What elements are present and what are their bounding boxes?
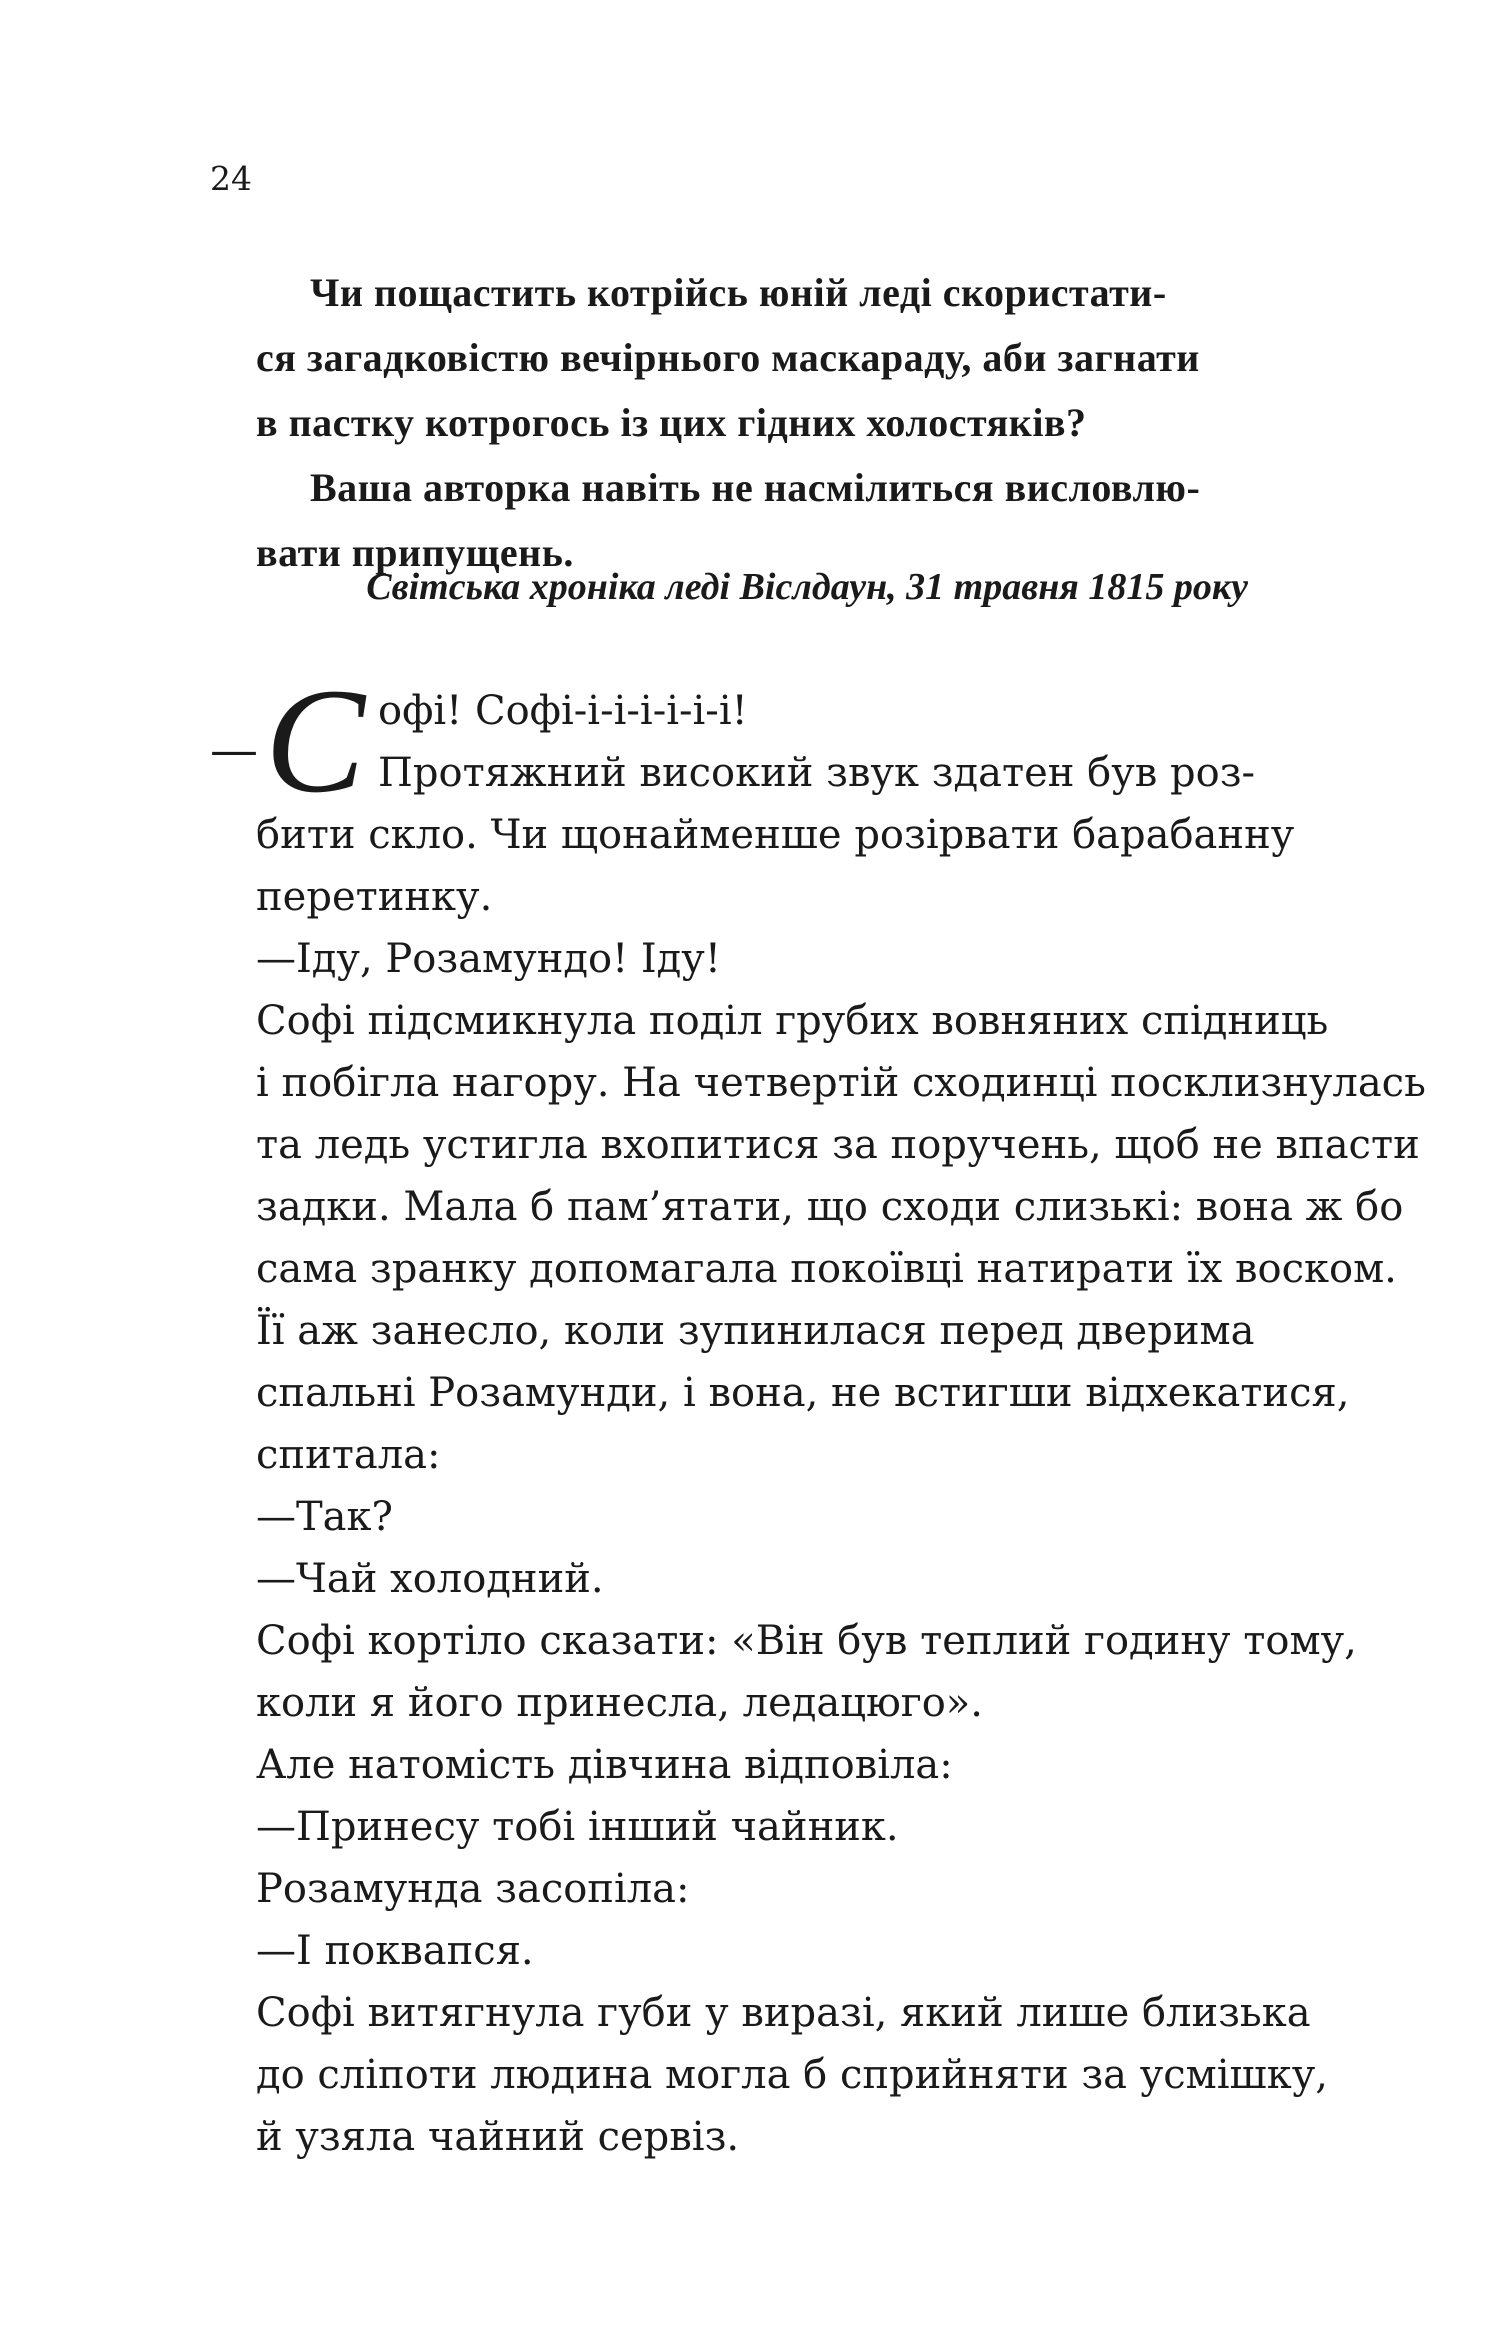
body-line: перетинку. <box>256 874 493 920</box>
body-line: Протяжний високий звук здатен був роз- <box>378 750 1256 796</box>
body-line: Софі витягнула губи у виразі, який лише близька <box>256 1990 1311 2036</box>
body-line: Розамунда засопіла: <box>256 1866 690 1912</box>
body-line: до сліпоти людина могла б сприйняти за усмішку, <box>256 2052 1328 2098</box>
body-line: Але натомість дівчина відповіла: <box>256 1742 953 1788</box>
body-line: —І поквапся. <box>256 1928 534 1974</box>
dropcap-letter: С <box>265 658 366 824</box>
body-line: коли я його принесла, ледацюго». <box>256 1680 983 1726</box>
body-line: —Так? <box>256 1494 393 1540</box>
page-number: 24 <box>210 159 252 198</box>
body-line: сама зранку допомагала покоївці натирати їх воском. <box>256 1246 1397 1292</box>
body-line: Софі підсмикнула поділ грубих вовняних спідниць <box>256 998 1329 1044</box>
body-line: й узяла чайний сервіз. <box>256 2114 740 2160</box>
body-line: і побігла нагору. На четвертій сходинці посклизнулась <box>256 1060 1426 1106</box>
body-line: та ледь устигла вхопитися за поручень, щоб не впасти <box>256 1122 1420 1168</box>
body-line: —Принесу тобі інший чайник. <box>256 1804 899 1850</box>
body-line: задки. Мала б пам’ятати, що сходи слизькі: вона ж бо <box>256 1184 1404 1230</box>
body-line: —Іду, Розамундо! Іду! <box>256 936 721 982</box>
dropcap-dash: — <box>210 722 258 778</box>
epigraph-line: Ваша авторка навіть не насмілиться висловлю- <box>310 465 1201 510</box>
body-line: спальні Розамунди, і вона, не встигши відхекатися, <box>256 1370 1350 1416</box>
epigraph-signature: Світська хроніка леді Віслдаун, 31 травня 1815 року <box>366 566 1248 608</box>
epigraph-line: вати припущень. <box>256 530 574 575</box>
body-line: спитала: <box>256 1432 441 1478</box>
body-line: Софі кортіло сказати: «Він був теплий годину тому, <box>256 1618 1357 1664</box>
epigraph-line: Чи пощастить котрійсь юній леді скористати- <box>310 270 1167 315</box>
body-line: офі! Софі-і-і-і-і-і-і! <box>378 688 748 734</box>
body-line: бити скло. Чи щонайменше розірвати барабанну <box>256 812 1295 858</box>
epigraph-line: ся загадковістю вечірнього маскараду, аби загнати <box>256 335 1200 380</box>
epigraph <box>256 260 1256 585</box>
body-line: —Чай холодний. <box>256 1556 604 1602</box>
body-line: Її аж занесло, коли зупинилася перед дверима <box>256 1308 1255 1354</box>
epigraph-line: в пастку котрогось із цих гідних холостяків? <box>256 400 1087 445</box>
